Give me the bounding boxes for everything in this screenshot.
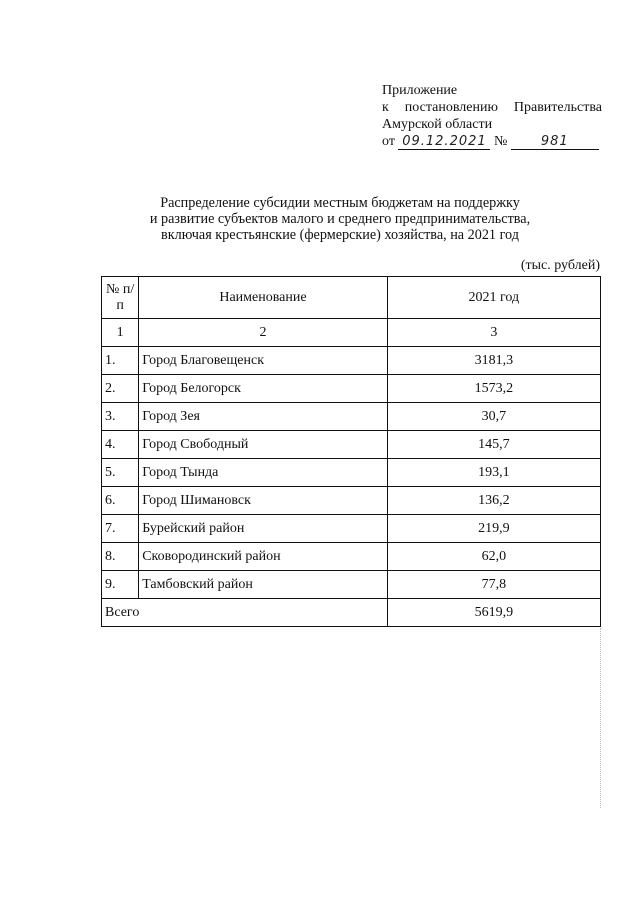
document-title xyxy=(120,195,560,243)
title-line-2: и развитие субъектов малого и среднего предпринимательства, xyxy=(149,211,531,227)
row-name: Город Свободный xyxy=(139,431,387,459)
row-num: 1. xyxy=(102,347,139,375)
appendix-resolution: постановлению xyxy=(404,100,498,115)
row-num: 8. xyxy=(102,543,139,571)
row-value: 62,0 xyxy=(387,543,600,571)
appendix-title: Приложение xyxy=(382,83,458,98)
total-label: Всего xyxy=(102,599,388,627)
colnum-1: 1 xyxy=(102,319,139,347)
table-total-row xyxy=(102,599,601,627)
row-num: 5. xyxy=(102,459,139,487)
table-row xyxy=(102,375,601,403)
row-value: 77,8 xyxy=(387,571,600,599)
row-num: 3. xyxy=(102,403,139,431)
row-value: 193,1 xyxy=(387,459,600,487)
total-value: 5619,9 xyxy=(387,599,600,627)
row-name: Город Благовещенск xyxy=(139,347,387,375)
number-prefix: № xyxy=(493,134,508,149)
row-value: 30,7 xyxy=(387,403,600,431)
title-line-3: включая крестьянские (фермерские) хозяйства, на 2021 год xyxy=(161,227,519,243)
row-name: Город Тында xyxy=(139,459,387,487)
table-row xyxy=(102,431,601,459)
appendix-region: Амурской области xyxy=(382,117,493,132)
table-row xyxy=(102,347,601,375)
appendix-resolution-line xyxy=(382,99,602,116)
header-name: Наименование xyxy=(139,277,387,319)
date-value: 09.12.2021 xyxy=(398,133,490,150)
table-row xyxy=(102,403,601,431)
column-number-row xyxy=(102,319,601,347)
table-row xyxy=(102,515,601,543)
row-name: Сковородинский район xyxy=(139,543,387,571)
date-prefix: от xyxy=(382,134,395,149)
appendix-government: Правительства xyxy=(513,100,602,115)
table-row xyxy=(102,543,601,571)
number-value: 981 xyxy=(511,133,599,150)
row-value: 145,7 xyxy=(387,431,600,459)
table-row xyxy=(102,459,601,487)
row-num: 9. xyxy=(102,571,139,599)
row-value: 136,2 xyxy=(387,487,600,515)
header-year: 2021 год xyxy=(387,277,600,319)
units-label: (тыс. рублей) xyxy=(520,258,600,273)
subsidy-table xyxy=(101,276,601,627)
scan-edge-mark xyxy=(600,628,601,808)
appendix-to: к xyxy=(382,100,389,115)
colnum-2: 2 xyxy=(139,319,387,347)
table-header-row xyxy=(102,277,601,319)
appendix-block xyxy=(382,82,602,150)
title-line-1: Распределение субсидии местным бюджетам на поддержку xyxy=(160,195,520,211)
row-num: 2. xyxy=(102,375,139,403)
row-num: 6. xyxy=(102,487,139,515)
row-name: Тамбовский район xyxy=(139,571,387,599)
header-num: № п/п xyxy=(102,277,139,319)
row-name: Город Шимановск xyxy=(139,487,387,515)
colnum-3: 3 xyxy=(387,319,600,347)
row-value: 3181,3 xyxy=(387,347,600,375)
row-name: Город Белогорск xyxy=(139,375,387,403)
row-num: 4. xyxy=(102,431,139,459)
row-name: Город Зея xyxy=(139,403,387,431)
table-row xyxy=(102,571,601,599)
table-row xyxy=(102,487,601,515)
row-num: 7. xyxy=(102,515,139,543)
row-value: 1573,2 xyxy=(387,375,600,403)
appendix-date-number-line xyxy=(382,133,602,150)
row-value: 219,9 xyxy=(387,515,600,543)
row-name: Бурейский район xyxy=(139,515,387,543)
